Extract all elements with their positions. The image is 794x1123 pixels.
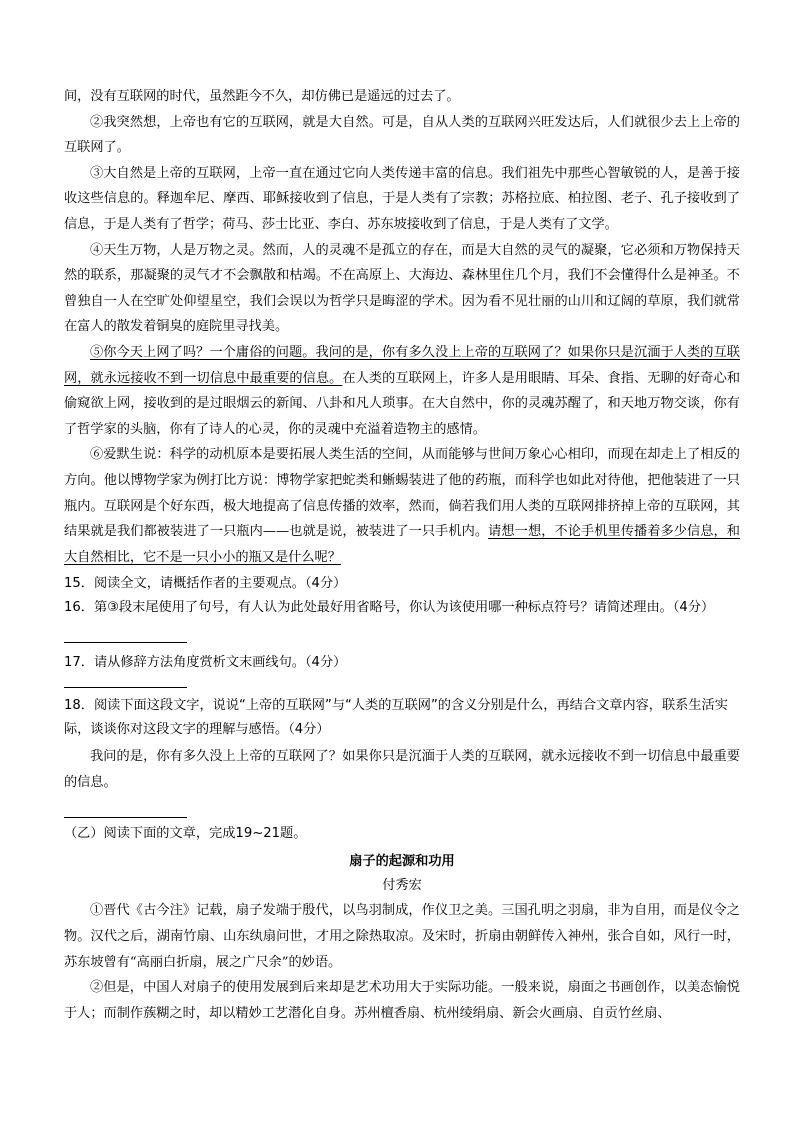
document-page <box>64 84 740 1026</box>
paragraph-6-text: ⑥爱默生说：科学的动机原本是要拓展人类生活的空间，从而能够与世间万象心心相印，而现在却走上了相反的方向。他以博物学家为例打比方说：博物学家把蛇类和蜥蜴装进了他的药瓶，而科学也如此对待他，把他装进了一只瓶内。互联网是个好东西，极大地提高了信息传播的效率，然而，倘若我们用人类的互联网排挤掉上帝的互联网，其结果就是我们都被装进了一只瓶内——也就是说，被装进了一只手机内。 <box>64 447 740 540</box>
paragraph-5-rest: 在人类的互联网上，许多人是用眼睛、耳朵、食指、无聊的好奇心和偷窥欲上网，接收到的是过眼烟云的新闻、八卦和凡人琐事。在大自然中，你的灵魂苏醒了，和天地万物交谈，你有了哲学家的头脑，你有了诗人的心灵，你的灵魂中充溢着造物主的感情。 <box>64 370 741 437</box>
passage-jia-paragraph-6 <box>64 442 740 570</box>
question-18-quote: 我问的是，你有多久没上上帝的互联网了？如果你只是沉湎于人类的互联网，就永远接收不到一切信息中最重要的信息。 <box>64 749 740 790</box>
article-author: 付秀宏 <box>382 878 422 894</box>
passage-jia-paragraph-2: ②我突然想，上帝也有它的互联网，就是大自然。可是，自从人类的互联网兴旺发达后，人们就很少去上上帝的互联网了。 <box>64 114 740 156</box>
answer-line-16[interactable] <box>64 642 187 643</box>
passage-yi-intro: （乙）阅读下面的文章，完成19~21题。 <box>64 826 307 842</box>
question-15: 15．阅读全文，请概括作者的主要观点。（4分） <box>64 576 347 592</box>
question-16: 16．第③段末尾使用了句号，有人认为此处最好用省略号，你认为该使用哪一种标点符号？请简述理由。（4分） <box>64 600 715 616</box>
underlined-sentence: ⑤你今天上网了吗？一个庸俗的问题。我问的是，你有多久没上上帝的互联网了？如果你只是沉湎于人类的互联网，就永远接收不到一切信息中最重要的信息。 <box>64 344 740 386</box>
answer-line-18[interactable] <box>64 817 187 818</box>
underlined-sentence-end: 请想一想，不论手机里传播着多少信息，和大自然相比，它不是一只小小的瓶又是什么呢？ <box>64 524 740 565</box>
answer-line-17[interactable] <box>64 687 187 688</box>
article-title: 扇子的起源和功用 <box>349 854 455 870</box>
passage-yi-paragraph-1: ①晋代《古今注》记载，扇子发端于殷代，以鸟羽制成，作仪卫之美。三国孔明之羽扇，非为自用，而是仪令之物。汉代之后，湖南竹扇、山东纨扇问世，才用之除热取凉。及宋时，折扇由朝鲜传入神州，张合自如，风行一时，苏东坡曾有“高丽白折扇，展之广尺余”的妙语。 <box>64 903 740 970</box>
passage-jia-continuation: 间，没有互联网的时代，虽然距今不久，却仿佛已是遥远的过去了。 <box>64 89 460 104</box>
question-18: 18．阅读下面这段文字，说说“上帝的互联网”与“人类的互联网”的含义分别是什么，再结合文章内容，联系生活实际，谈谈你对这段文字的理解与感悟。（4分） <box>64 698 728 738</box>
question-17: 17．请从修辞方法角度赏析文末画线句。（4分） <box>64 655 347 671</box>
passage-yi-paragraph-2: ②但是，中国人对扇子的使用发展到后来却是艺术功用大于实际功能。一般来说，扇面之书画创作，以美态愉悦于人；而制作蔟糊之时，却以精妙工艺潜化自身。苏州檀香扇、杭州绫绢扇、新会火画扇、自贡竹丝扇、 <box>64 980 740 1021</box>
passage-jia-paragraph-3: ③大自然是上帝的互联网，上帝一直在通过它向人类传递丰富的信息。我们祖先中那些心智敏锐的人，是善于接收这些信息的。释迦牟尼、摩西、耶稣接收到了信息，于是人类有了宗教；苏格拉底、柏拉图、老子、孔子接收到了信息，于是人类有了哲学；荷马、莎士比亚、李白、苏东坡接收到了信息，于是人类有了文学。 <box>64 165 740 232</box>
passage-jia-paragraph-5 <box>64 340 740 442</box>
passage-jia-paragraph-4: ④天生万物，人是万物之灵。然而，人的灵魂不是孤立的存在，而是大自然的灵气的凝聚，它必须和万物保持天然的联系，那凝聚的灵气才不会飘散和枯竭。不在高原上、大海边、森林里住几个月，我们不会懂得什么是神圣。不曾独自一人在空旷处仰望星空，我们会误以为哲学只是晦涩的学术。因为看不见壮丽的山川和辽阔的草原，我们就常在富人的散发着铜臭的庭院里寻找美。 <box>64 242 740 335</box>
